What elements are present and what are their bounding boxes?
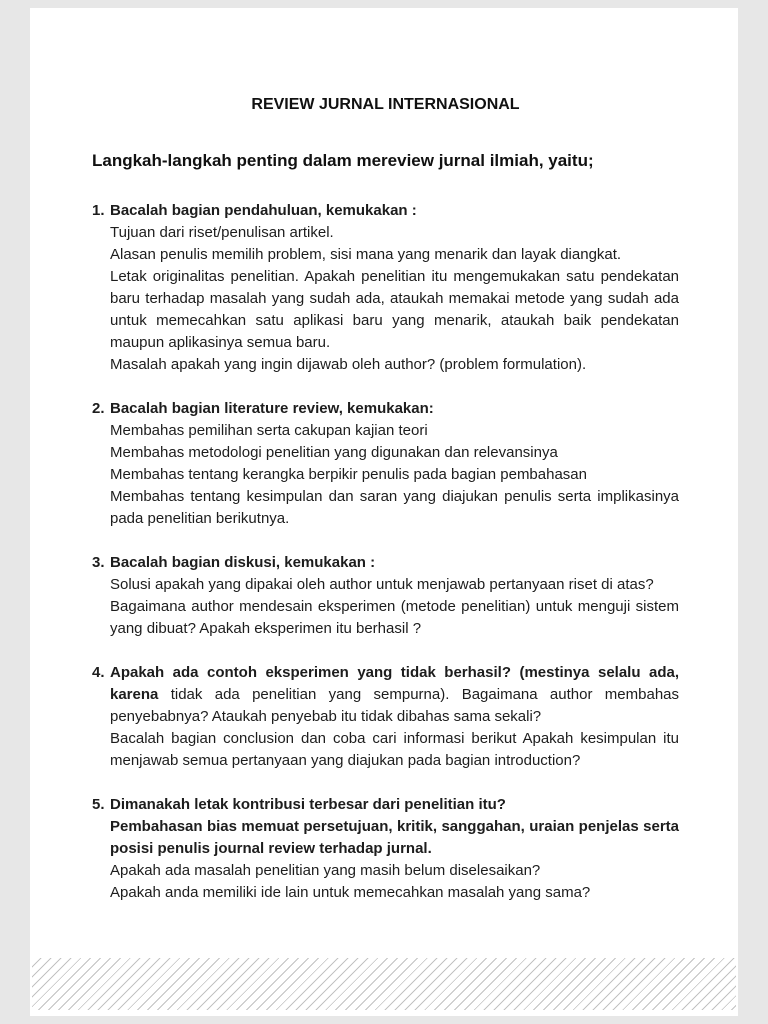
item-5-bold-paragraph: Pembahasan bias memuat persetujuan, kritik, sanggahan, uraian penjelas serta posisi penulis journal review terhadap jurnal.: [110, 818, 679, 857]
list-item-2: [92, 398, 679, 530]
item-5-number: 5.: [92, 796, 105, 813]
item-5-body: [110, 794, 679, 904]
item-1-paragraph: Letak originalitas penelitian. Apakah penelitian itu mengemukakan satu pendekatan baru terhadap masalah yang sudah ada, ataukah memakai metode yang sudah ada untuk memecahkan satu aplikasi baru yang menarik, ataukah baik pendekatan maupun aplikasinya semua baru.: [110, 268, 679, 351]
item-2-paragraph: Membahas tentang kerangka berpikir penulis pada bagian pembahasan: [110, 466, 587, 483]
item-3-heading: Bacalah bagian diskusi, kemukakan :: [110, 554, 376, 571]
item-4-heading-bold: Apakah ada contoh eksperimen yang tidak berhasil? (mestinya selalu ada, karena: [110, 664, 679, 703]
document-title: REVIEW JURNAL INTERNASIONAL: [251, 96, 520, 113]
list-item-4: [92, 662, 679, 772]
item-5-paragraph: Apakah ada masalah penelitian yang masih belum diselesaikan?: [110, 862, 541, 879]
page-cut-hatch-pattern: [32, 958, 736, 1010]
item-3-body: [110, 552, 679, 640]
item-2-paragraph: Membahas metodologi penelitian yang digunakan dan relevansinya: [110, 444, 558, 461]
item-3-paragraph: Bagaimana author mendesain eksperimen (metode penelitian) untuk menguji sistem yang dibuat? Apakah eksperimen itu berhasil ?: [110, 598, 679, 637]
document-page: [30, 8, 738, 1016]
item-2-paragraph: Membahas tentang kesimpulan dan saran yang diajukan penulis serta implikasinya pada penelitian berikutnya.: [110, 488, 679, 527]
item-2-paragraph: Membahas pemilihan serta cakupan kajian teori: [110, 422, 428, 439]
item-4-number: 4.: [92, 664, 105, 681]
item-3-number: 3.: [92, 554, 105, 571]
item-4-paragraph: Bacalah bagian conclusion dan coba cari informasi berikut Apakah kesimpulan itu menjawab semua pertanyaan yang diajukan pada bagian introduction?: [110, 730, 679, 769]
list-item-5: [92, 794, 679, 904]
item-4-body: [110, 662, 679, 772]
item-1-paragraph: Tujuan dari riset/penulisan artikel.: [110, 224, 334, 241]
item-1-paragraph: Masalah apakah yang ingin dijawab oleh author? (problem formulation).: [110, 356, 587, 373]
item-1-body: [110, 200, 679, 376]
item-2-number: 2.: [92, 400, 105, 417]
item-5-heading: Dimanakah letak kontribusi terbesar dari penelitian itu?: [110, 796, 506, 813]
item-1-heading: Bacalah bagian pendahuluan, kemukakan :: [110, 202, 417, 219]
document-subtitle: Langkah-langkah penting dalam mereview jurnal ilmiah, yaitu;: [92, 151, 594, 170]
numbered-list: [92, 200, 679, 904]
item-2-heading: Bacalah bagian literature review, kemukakan:: [110, 400, 434, 417]
item-1-number: 1.: [92, 202, 105, 219]
item-3-paragraph: Solusi apakah yang dipakai oleh author untuk menjawab pertanyaan riset di atas?: [110, 576, 654, 593]
item-5-paragraph: Apakah anda memiliki ide lain untuk memecahkan masalah yang sama?: [110, 884, 591, 901]
item-2-body: [110, 398, 679, 530]
document-content: [30, 8, 738, 904]
item-4-mixed-paragraph: [110, 662, 679, 728]
item-4-heading-rest: tidak ada penelitian yang sempurna). Bagaimana author membahas penyebabnya? Ataukah penyebab itu tidak dibahas sama sekali?: [110, 686, 679, 725]
list-item-3: [92, 552, 679, 640]
item-1-paragraph: Alasan penulis memilih problem, sisi mana yang menarik dan layak diangkat.: [110, 246, 622, 263]
list-item-1: [92, 200, 679, 376]
